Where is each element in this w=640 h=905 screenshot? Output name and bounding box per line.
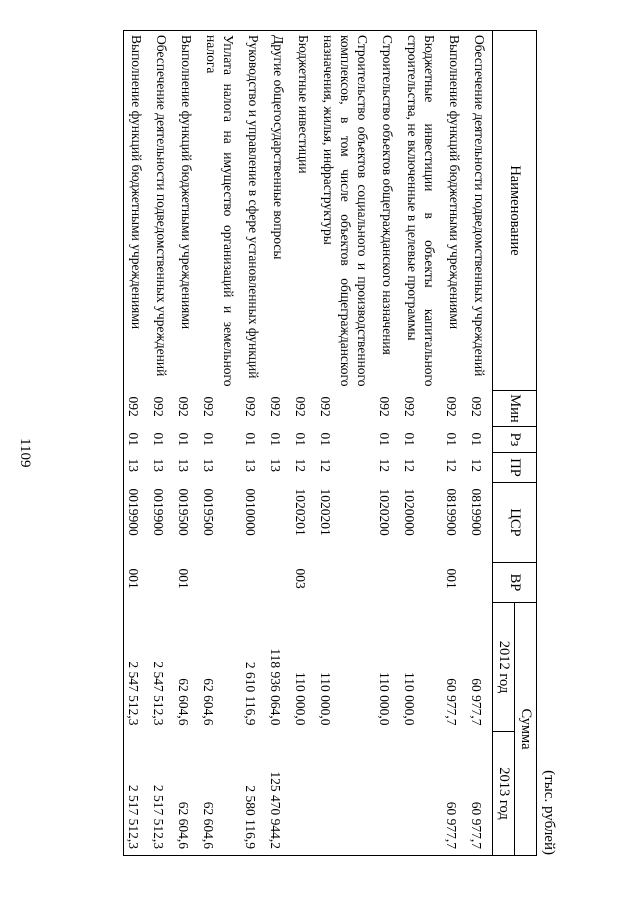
row-pr: 13 (176, 458, 191, 472)
header-2013: 2013 год (493, 732, 515, 856)
row-vr (467, 563, 493, 603)
row-name: Другие общегосударственные вопросы (266, 31, 291, 391)
row-csr: 0019500 (176, 488, 191, 536)
row-vr (375, 563, 400, 603)
row-name: Строительство объектов общегражданского назначения (375, 31, 400, 391)
row-pr: 12 (293, 458, 308, 472)
row-vr: 001 (176, 568, 191, 589)
row-rz: 01 (151, 432, 166, 446)
table-row (467, 31, 493, 856)
row-sum-2013: 60 977,7 (467, 732, 493, 856)
header-pr: ПР (493, 453, 537, 483)
row-pr: 13 (201, 458, 216, 472)
row-rz: 01 (243, 432, 258, 446)
page-number: 1109 (17, 438, 33, 468)
row-csr: 0019900 (124, 483, 150, 563)
table-row (174, 31, 199, 856)
row-sum-2013: 125 470 944,2 (266, 732, 291, 856)
row-pr: 12 (318, 458, 333, 472)
row-vr: 001 (444, 568, 459, 589)
rotated-page (120, 30, 555, 860)
unit-label: (тыс. рублей) (541, 770, 557, 855)
row-sum-2012: 62 604,6 (176, 678, 191, 726)
row-min: 092 (268, 396, 283, 417)
row-name: Руководство и управление в сфере установленных функций (241, 31, 266, 391)
header-min: Мин (493, 391, 537, 427)
row-sum-2013 (316, 732, 375, 856)
row-pr: 13 (268, 458, 283, 472)
row-sum-2013: 62 604,6 (199, 732, 241, 856)
row-csr: 0019900 (151, 488, 166, 536)
row-min: 092 (318, 396, 333, 417)
row-name: Выполнение функций бюджетными учреждениями (174, 31, 199, 391)
table-row (241, 31, 266, 856)
row-sum-2012: 62 604,6 (201, 678, 216, 726)
row-vr (266, 563, 291, 603)
table-row (199, 31, 241, 856)
row-sum-2013: 2 580 116,9 (241, 732, 266, 856)
row-csr (266, 483, 291, 563)
row-sum-2013 (400, 732, 442, 856)
row-csr: 1020000 (402, 488, 417, 536)
row-rz: 01 (293, 432, 308, 446)
row-vr (400, 563, 442, 603)
header-vr: ВР (493, 563, 537, 603)
row-sum-2012: 2 547 512,3 (124, 603, 150, 732)
table-row (316, 31, 375, 856)
row-sum-2013: 2 517 512,3 (149, 732, 174, 856)
row-sum-2012: 60 977,7 (444, 678, 459, 726)
row-sum-2013: 62 604,6 (174, 732, 199, 856)
row-csr: 1020201 (318, 488, 333, 536)
row-vr (149, 563, 174, 603)
header-rz: Рз (493, 427, 537, 453)
table-row (291, 31, 316, 856)
row-min: 092 (444, 396, 459, 417)
row-name: Строительство объектов социального и производственного комплексов, в том числе объектов общегражданского назначения, жилья, инфраструктуры (316, 31, 375, 391)
row-sum-2013: 60 977,7 (442, 732, 467, 856)
row-vr: 003 (293, 568, 308, 589)
row-sum-2013 (375, 732, 400, 856)
row-min: 092 (176, 396, 191, 417)
table-row (266, 31, 291, 856)
row-sum-2012: 2 547 512,3 (151, 661, 166, 726)
row-rz: 01 (268, 432, 283, 446)
row-vr (316, 563, 375, 603)
header-csr: ЦСР (493, 483, 537, 563)
row-pr: 13 (151, 458, 166, 472)
row-vr: 001 (124, 563, 150, 603)
row-sum-2012: 110 000,0 (377, 672, 392, 726)
row-sum-2012: 118 936 064,0 (268, 648, 283, 726)
row-vr (199, 563, 241, 603)
row-min: 092 (151, 396, 166, 417)
row-pr: 12 (402, 458, 417, 472)
row-csr: 0019500 (201, 488, 216, 536)
row-rz: 01 (318, 432, 333, 446)
row-csr: 0819900 (469, 488, 484, 536)
row-min: 092 (293, 396, 308, 417)
row-min: 092 (469, 396, 484, 417)
row-rz: 01 (124, 427, 150, 453)
row-sum-2012: 60 977,7 (469, 678, 484, 726)
row-rz: 01 (377, 432, 392, 446)
row-rz: 01 (176, 432, 191, 446)
row-pr: 12 (469, 458, 484, 472)
row-rz: 01 (469, 432, 484, 446)
table-row (124, 31, 150, 856)
row-name: Обеспечение деятельности подведомственных учреждений (467, 31, 493, 391)
header-2012: 2012 год (493, 603, 515, 732)
row-sum-2012: 110 000,0 (293, 672, 308, 726)
row-pr: 13 (124, 453, 150, 483)
row-rz: 01 (402, 432, 417, 446)
row-name: Бюджетные инвестиции (291, 31, 316, 391)
row-name: Бюджетные инвестиции в объекты капитального строительства, не включенные в целевые программы (400, 31, 442, 391)
row-name: Обеспечение деятельности подведомственных учреждений (149, 31, 174, 391)
row-min: 092 (402, 396, 417, 417)
table-row (400, 31, 442, 856)
row-pr: 12 (444, 458, 459, 472)
table-body (124, 31, 493, 856)
row-vr (241, 563, 266, 603)
row-name: Уплата налога на имущество организаций и земельного налога (199, 31, 241, 391)
row-csr: 0010000 (243, 488, 258, 536)
row-csr: 0819900 (444, 488, 459, 536)
row-csr: 1020200 (377, 488, 392, 536)
table-row (442, 31, 467, 856)
header-name: Наименование (493, 31, 537, 391)
row-sum-2013 (291, 732, 316, 856)
row-sum-2012: 110 000,0 (318, 672, 333, 726)
header-sum: Сумма (515, 603, 537, 856)
row-name: Выполнение функций бюджетными учреждениями (442, 31, 467, 391)
row-rz: 01 (444, 432, 459, 446)
row-min: 092 (377, 396, 392, 417)
row-min: 092 (201, 396, 216, 417)
row-min: 092 (243, 396, 258, 417)
row-sum-2012: 2 610 116,9 (243, 661, 258, 726)
table-row (375, 31, 400, 856)
row-name: Выполнение функций бюджетными учреждениями (124, 31, 150, 391)
row-rz: 01 (201, 432, 216, 446)
row-pr: 12 (377, 458, 392, 472)
budget-table (123, 30, 537, 856)
row-pr: 13 (243, 458, 258, 472)
row-sum-2013: 2 517 512,3 (124, 732, 150, 856)
row-min: 092 (124, 391, 150, 427)
row-sum-2012: 110 000,0 (402, 672, 417, 726)
table-row (149, 31, 174, 856)
row-csr: 1020201 (293, 488, 308, 536)
